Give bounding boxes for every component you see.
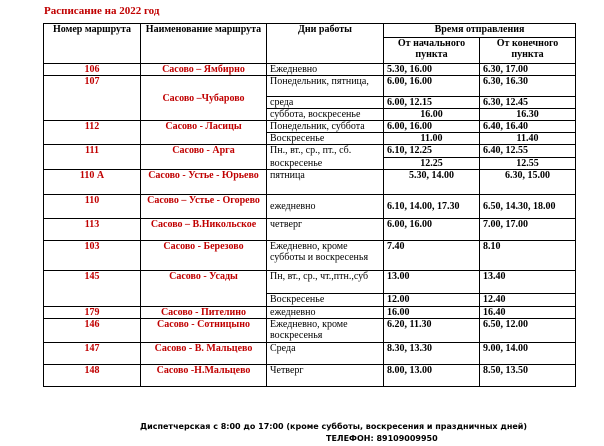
start-time: 6.10, 14.00, 17.30 bbox=[384, 195, 480, 219]
end-time: 16.30 bbox=[480, 109, 576, 121]
route-name: Сасово – Устье - Огорево bbox=[141, 195, 267, 219]
header-from-start: От начального пункта bbox=[384, 38, 480, 64]
end-time: 11.40 bbox=[480, 133, 576, 145]
end-time: 6.40, 12.55 bbox=[480, 145, 576, 158]
header-work-days: Дни работы bbox=[267, 24, 384, 64]
route-number: 145 bbox=[44, 271, 141, 307]
start-time: 11.00 bbox=[384, 133, 480, 145]
page-title: Расписание на 2022 год bbox=[44, 5, 160, 17]
start-time: 6.00, 12.15 bbox=[384, 97, 480, 109]
start-time: 12.25 bbox=[384, 158, 480, 170]
work-days: Пн, вт., ср., чт.,птн.,суб bbox=[267, 271, 384, 294]
start-time: 16.00 bbox=[384, 307, 480, 319]
route-number: 113 bbox=[44, 219, 141, 241]
end-time: 6.30, 16.30 bbox=[480, 76, 576, 97]
start-time: 6.10, 12.25 bbox=[384, 145, 480, 158]
work-days: ежедневно bbox=[267, 195, 384, 219]
table-row bbox=[44, 76, 576, 97]
route-name: Сасово - Ласицы bbox=[141, 121, 267, 145]
end-time: 8.50, 13.50 bbox=[480, 365, 576, 387]
table-row bbox=[44, 365, 576, 387]
work-days: Ежедневно, кроме воскресенья bbox=[267, 319, 384, 343]
work-days: Ежедневно bbox=[267, 64, 384, 76]
route-name: Сасово - Устье - Юрьево bbox=[141, 170, 267, 195]
start-time: 7.40 bbox=[384, 241, 480, 271]
header-route-name: Наименование маршрута bbox=[141, 24, 267, 64]
start-time: 6.00, 16.00 bbox=[384, 121, 480, 133]
route-name: Сасово - Сотницыно bbox=[141, 319, 267, 343]
work-days: суббота, воскресенье bbox=[267, 109, 384, 121]
work-days: ежедневно bbox=[267, 307, 384, 319]
table-row bbox=[44, 319, 576, 343]
table-row bbox=[44, 145, 576, 158]
work-days: воскресенье bbox=[267, 158, 384, 170]
route-name: Сасово - Березово bbox=[141, 241, 267, 271]
start-time: 8.00, 13.00 bbox=[384, 365, 480, 387]
work-days: Понедельник, суббота bbox=[267, 121, 384, 133]
route-number: 110 А bbox=[44, 170, 141, 195]
route-name: Сасово - Арга bbox=[141, 145, 267, 170]
end-time: 6.40, 16.40 bbox=[480, 121, 576, 133]
work-days: Понедельник, пятница, bbox=[267, 76, 384, 97]
work-days: Ежедневно, кроме субботы и воскресенья bbox=[267, 241, 384, 271]
end-time: 6.30, 12.45 bbox=[480, 97, 576, 109]
route-number: 146 bbox=[44, 319, 141, 343]
table-row bbox=[44, 219, 576, 241]
route-number: 110 bbox=[44, 195, 141, 219]
route-number: 111 bbox=[44, 145, 141, 170]
start-time: 5.30, 16.00 bbox=[384, 64, 480, 76]
table-row bbox=[44, 64, 576, 76]
table-row bbox=[44, 307, 576, 319]
schedule-table bbox=[43, 23, 576, 387]
start-time: 6.00, 16.00 bbox=[384, 219, 480, 241]
end-time: 13.40 bbox=[480, 271, 576, 294]
end-time: 6.30, 17.00 bbox=[480, 64, 576, 76]
header-from-end: От конечного пункта bbox=[480, 38, 576, 64]
end-time: 7.00, 17.00 bbox=[480, 219, 576, 241]
phone-number: ТЕЛЕФОН: 89109009950 bbox=[326, 434, 438, 443]
route-number: 179 bbox=[44, 307, 141, 319]
work-days: четверг bbox=[267, 219, 384, 241]
end-time: 6.30, 15.00 bbox=[480, 170, 576, 195]
start-time: 12.00 bbox=[384, 294, 480, 307]
route-name: Сасово - Усады bbox=[141, 271, 267, 307]
start-time: 13.00 bbox=[384, 271, 480, 294]
start-time: 5.30, 14.00 bbox=[384, 170, 480, 195]
route-number: 148 bbox=[44, 365, 141, 387]
route-number: 112 bbox=[44, 121, 141, 145]
work-days: пятница bbox=[267, 170, 384, 195]
end-time: 12.55 bbox=[480, 158, 576, 170]
route-name: Сасово –Чубарово bbox=[141, 76, 267, 121]
end-time: 9.00, 14.00 bbox=[480, 343, 576, 365]
end-time: 12.40 bbox=[480, 294, 576, 307]
table-row bbox=[44, 343, 576, 365]
route-name: Сасово -Н.Мальцево bbox=[141, 365, 267, 387]
work-days: среда bbox=[267, 97, 384, 109]
table-row bbox=[44, 170, 576, 195]
start-time: 6.00, 16.00 bbox=[384, 76, 480, 97]
header-route-number: Номер маршрута bbox=[44, 24, 141, 64]
work-days: Среда bbox=[267, 343, 384, 365]
end-time: 6.50, 12.00 bbox=[480, 319, 576, 343]
route-name: Сасово – Ямбирно bbox=[141, 64, 267, 76]
dispatcher-hours: Диспетчерская с 8:00 до 17:00 (кроме субботы, воскресения и праздничных дней) bbox=[140, 422, 528, 431]
end-time: 6.50, 14.30, 18.00 bbox=[480, 195, 576, 219]
start-time: 8.30, 13.30 bbox=[384, 343, 480, 365]
route-number: 103 bbox=[44, 241, 141, 271]
route-number: 147 bbox=[44, 343, 141, 365]
route-number: 106 bbox=[44, 64, 141, 76]
end-time: 8.10 bbox=[480, 241, 576, 271]
end-time: 16.40 bbox=[480, 307, 576, 319]
header-departure-time: Время отправления bbox=[384, 24, 576, 38]
work-days: Пн., вт., ср., пт., сб. bbox=[267, 145, 384, 158]
route-name: Сасово - Пителино bbox=[141, 307, 267, 319]
route-name: Сасово – В.Никольское bbox=[141, 219, 267, 241]
start-time: 16.00 bbox=[384, 109, 480, 121]
route-number: 107 bbox=[44, 76, 141, 121]
start-time: 6.20, 11.30 bbox=[384, 319, 480, 343]
table-row bbox=[44, 121, 576, 133]
work-days: Четверг bbox=[267, 365, 384, 387]
route-name: Сасово - В. Мальцево bbox=[141, 343, 267, 365]
work-days: Воскресенье bbox=[267, 294, 384, 307]
work-days: Воскресенье bbox=[267, 133, 384, 145]
table-row bbox=[44, 195, 576, 219]
table-row bbox=[44, 241, 576, 271]
table-row bbox=[44, 271, 576, 294]
